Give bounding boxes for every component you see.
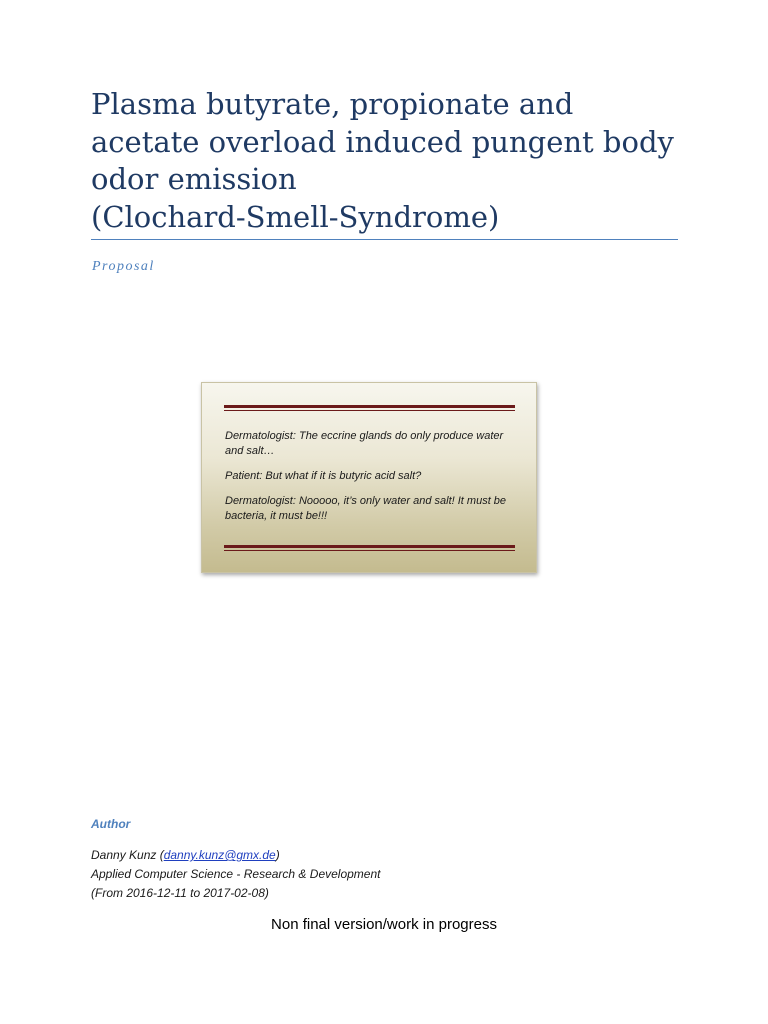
title-line-4: (Clochard-Smell-Syndrome) <box>91 199 500 234</box>
author-info <box>91 846 380 903</box>
author-heading: Author <box>91 817 131 831</box>
title-line-3: odor emission <box>91 162 297 196</box>
status-note: Non final version/work in progress <box>271 916 497 933</box>
author-period: (From 2016-12-11 to 2017-02-08) <box>91 886 269 900</box>
title-divider <box>91 239 678 240</box>
author-name-line <box>91 846 380 865</box>
document-title <box>91 86 681 236</box>
quote-paragraph-2: Patient: But what if it is butyric acid salt? <box>225 470 422 482</box>
quote-top-rule <box>224 405 515 411</box>
quote-paragraph-1: Dermatologist: The eccrine glands do only produce water and salt… <box>225 430 504 457</box>
author-name-close: ) <box>275 848 280 862</box>
title-line-2: acetate overload induced pungent body <box>91 124 674 159</box>
title-line-1: Plasma butyrate, propionate and <box>91 87 574 121</box>
author-name: Danny Kunz ( <box>91 848 164 862</box>
document-subtitle: Proposal <box>92 259 155 274</box>
quote-text <box>225 429 515 534</box>
author-affiliation: Applied Computer Science - Research & Development <box>91 867 381 881</box>
author-email-link[interactable]: danny.kunz@gmx.de <box>163 848 276 862</box>
quote-paragraph-3: Dermatologist: Nooooo, it’s only water and salt! It must be bacteria, it must be!!! <box>225 495 507 522</box>
quote-box <box>201 382 537 573</box>
quote-bottom-rule <box>224 545 515 551</box>
